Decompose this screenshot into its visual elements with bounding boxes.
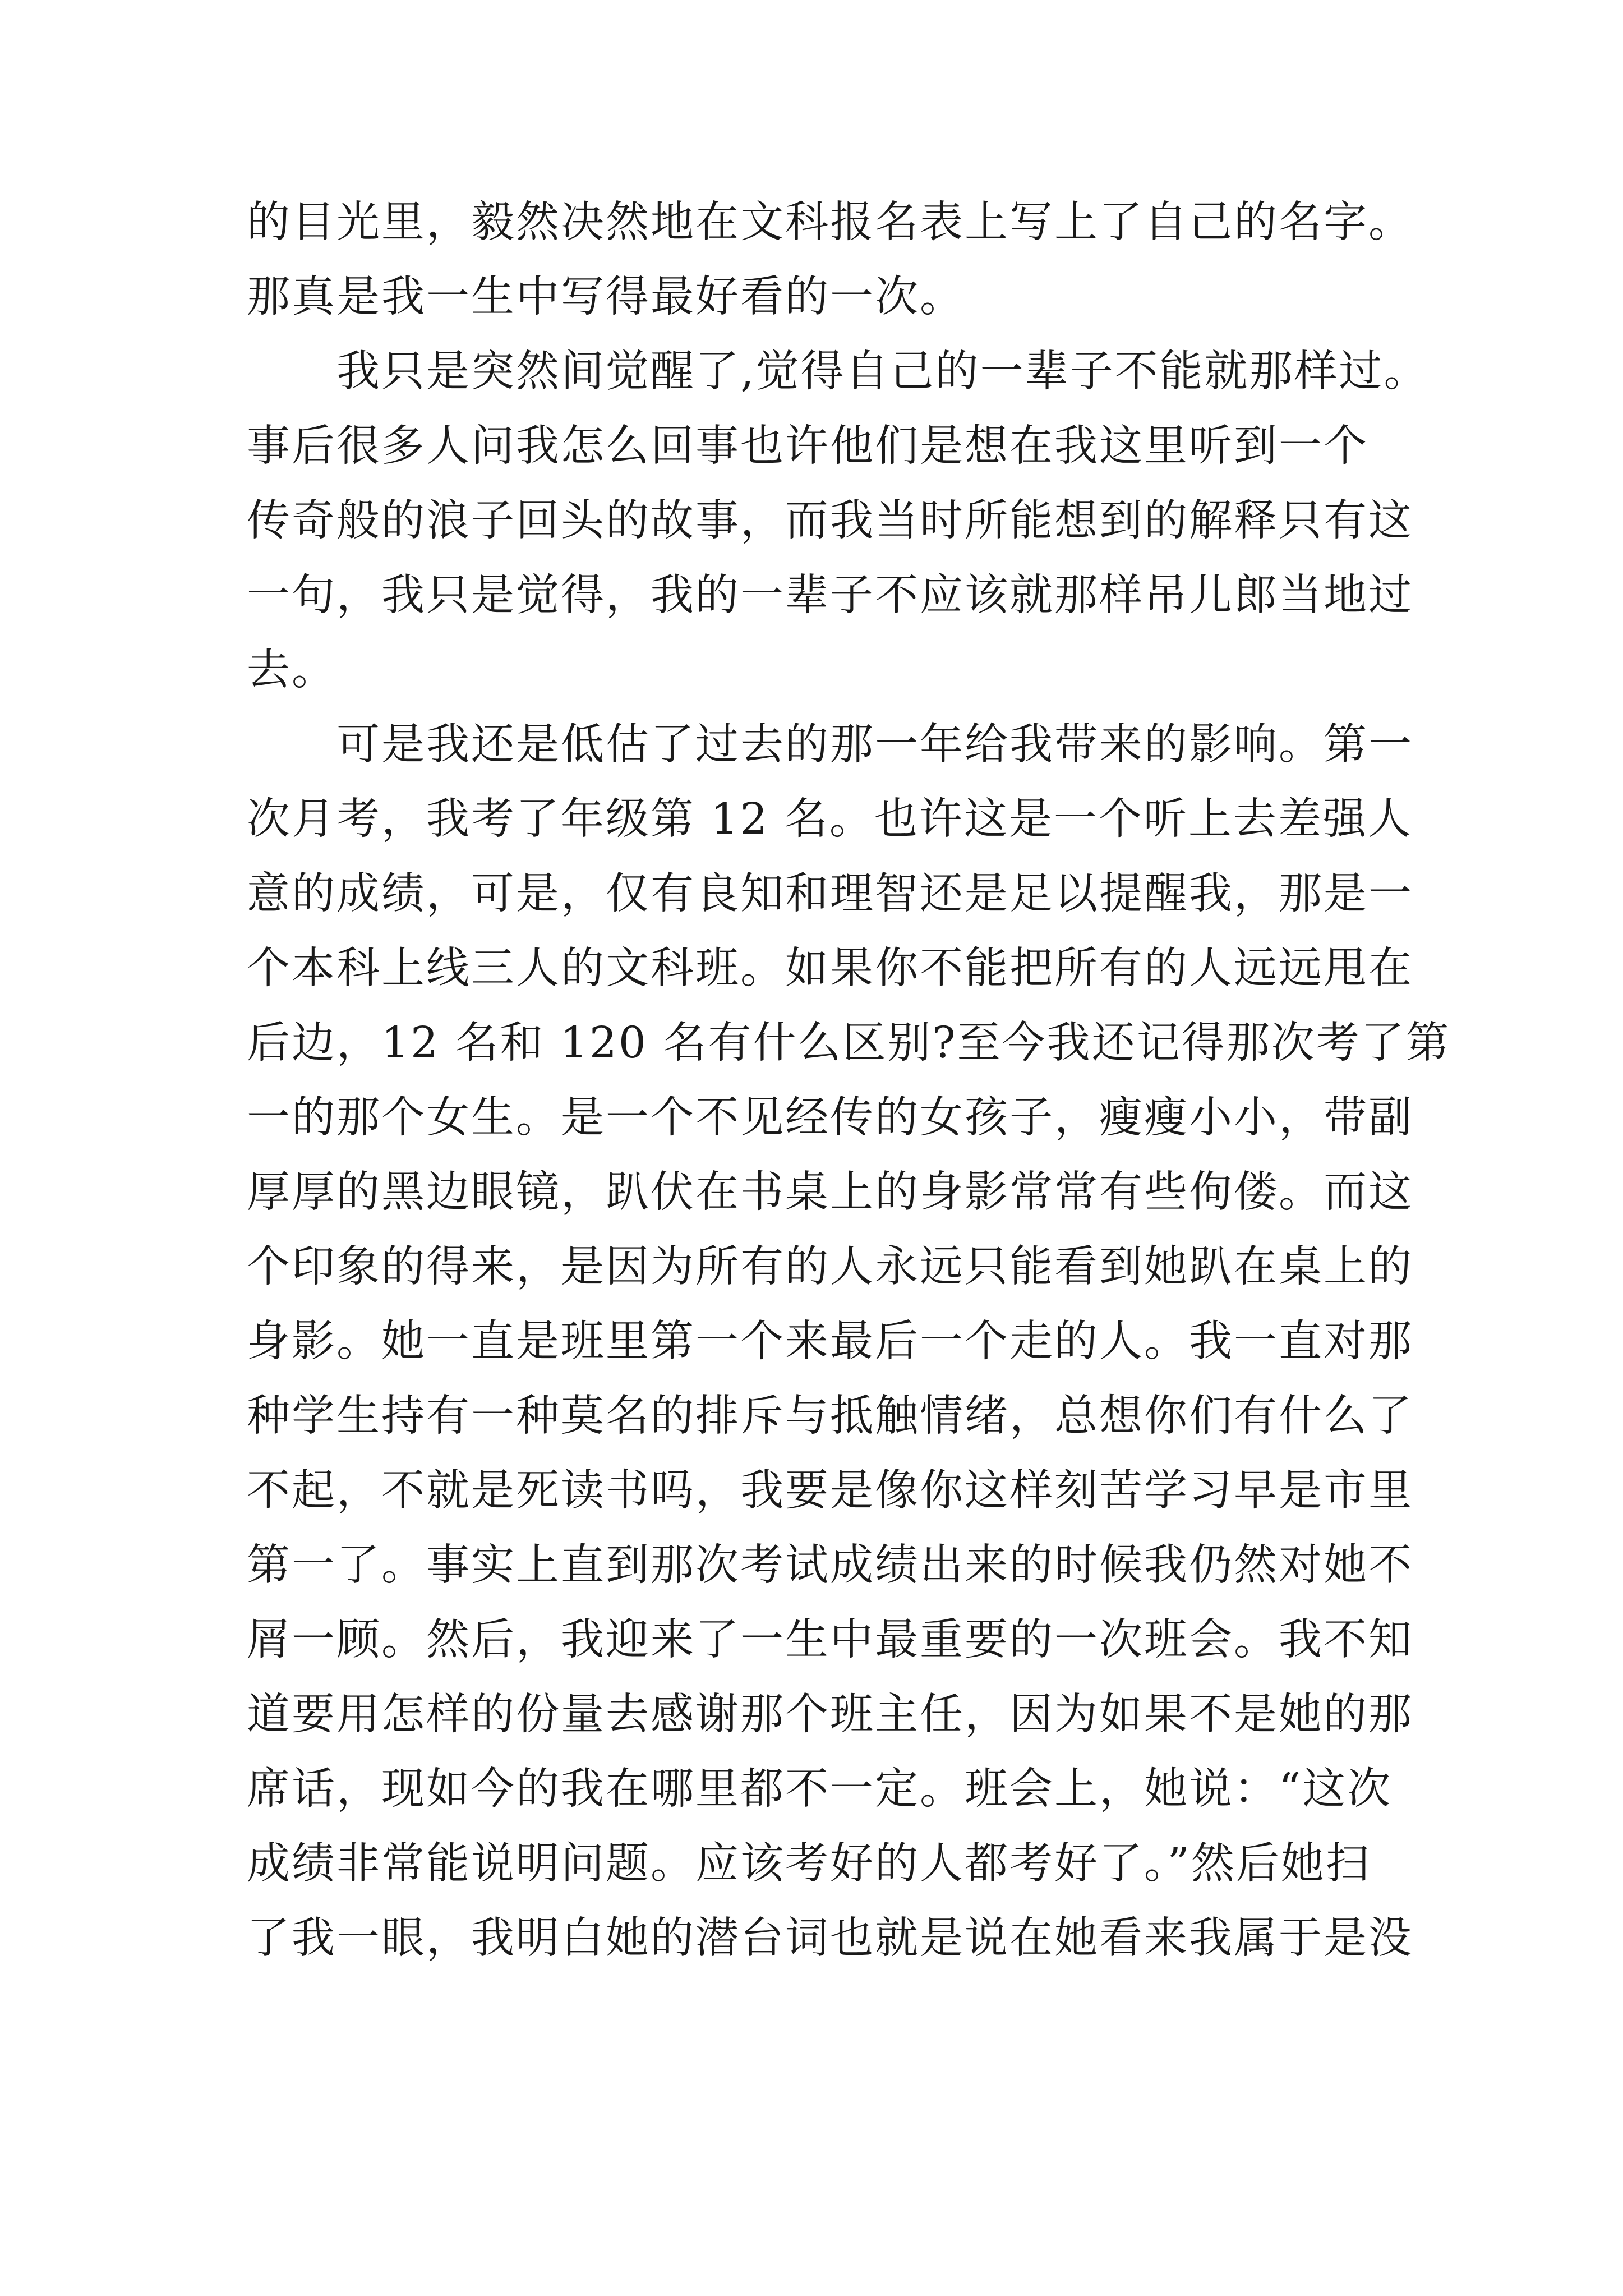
text-line: 个本科上线三人的文科班。如果你不能把所有的人远远甩在 bbox=[247, 944, 1413, 993]
text-line: 第一了。事实上直到那次考试成绩出来的时候我仍然对她不 bbox=[247, 1540, 1413, 1590]
text-line: 后边，12 名和 120 名有什么区别?至今我还记得那次考了第 bbox=[247, 1018, 1451, 1068]
text-line: 去。 bbox=[247, 645, 336, 695]
text-line: 传奇般的浪子回头的故事，而我当时所能想到的解释只有这 bbox=[247, 496, 1413, 546]
text-line: 屑一顾。然后，我迎来了一生中最重要的一次班会。我不知 bbox=[247, 1615, 1413, 1665]
text-line: 一句，我只是觉得，我的一辈子不应该就那样吊儿郎当地过 bbox=[247, 570, 1413, 620]
text-line: 道要用怎样的份量去感谢那个班主任，因为如果不是她的那 bbox=[247, 1690, 1413, 1740]
text-line: 那真是我一生中写得最好看的一次。 bbox=[247, 272, 965, 322]
text-line: 个印象的得来，是因为所有的人永远只能看到她趴在桌上的 bbox=[247, 1242, 1413, 1292]
text-line: 次月考，我考了年级第 12 名。也许这是一个听上去差强人 bbox=[247, 794, 1413, 844]
text-line: 事后很多人问我怎么回事也许他们是想在我这里听到一个 bbox=[247, 421, 1368, 471]
text-line: 一的那个女生。是一个不见经传的女孩子，瘦瘦小小，带副 bbox=[247, 1093, 1413, 1143]
body-text bbox=[247, 185, 1451, 1976]
text-line: 成绩非常能说明问题。应该考好的人都考好了。”然后她扫 bbox=[247, 1839, 1371, 1889]
text-line: 不起，不就是死读书吗，我要是像你这样刻苦学习早是市里 bbox=[247, 1466, 1413, 1516]
text-line: 种学生持有一种莫名的排斥与抵触情绪，总想你们有什么了 bbox=[247, 1391, 1413, 1441]
text-line: 的目光里，毅然决然地在文科报名表上写上了自己的名字。 bbox=[247, 197, 1413, 247]
text-line: 我只是突然间觉醒了,觉得自己的一辈子不能就那样过。 bbox=[247, 347, 1429, 397]
text-line: 了我一眼，我明白她的潜台词也就是说在她看来我属于是没 bbox=[247, 1913, 1413, 1963]
text-line: 可是我还是低估了过去的那一年给我带来的影响。第一 bbox=[247, 720, 1413, 770]
text-line: 厚厚的黑边眼镜，趴伏在书桌上的身影常常有些佝偻。而这 bbox=[247, 1167, 1413, 1217]
text-line: 意的成绩，可是，仅有良知和理智还是足以提醒我，那是一 bbox=[247, 869, 1413, 919]
text-line: 席话，现如今的我在哪里都不一定。班会上，她说：“这次 bbox=[247, 1764, 1393, 1814]
text-line: 身影。她一直是班里第一个来最后一个走的人。我一直对那 bbox=[247, 1317, 1413, 1366]
